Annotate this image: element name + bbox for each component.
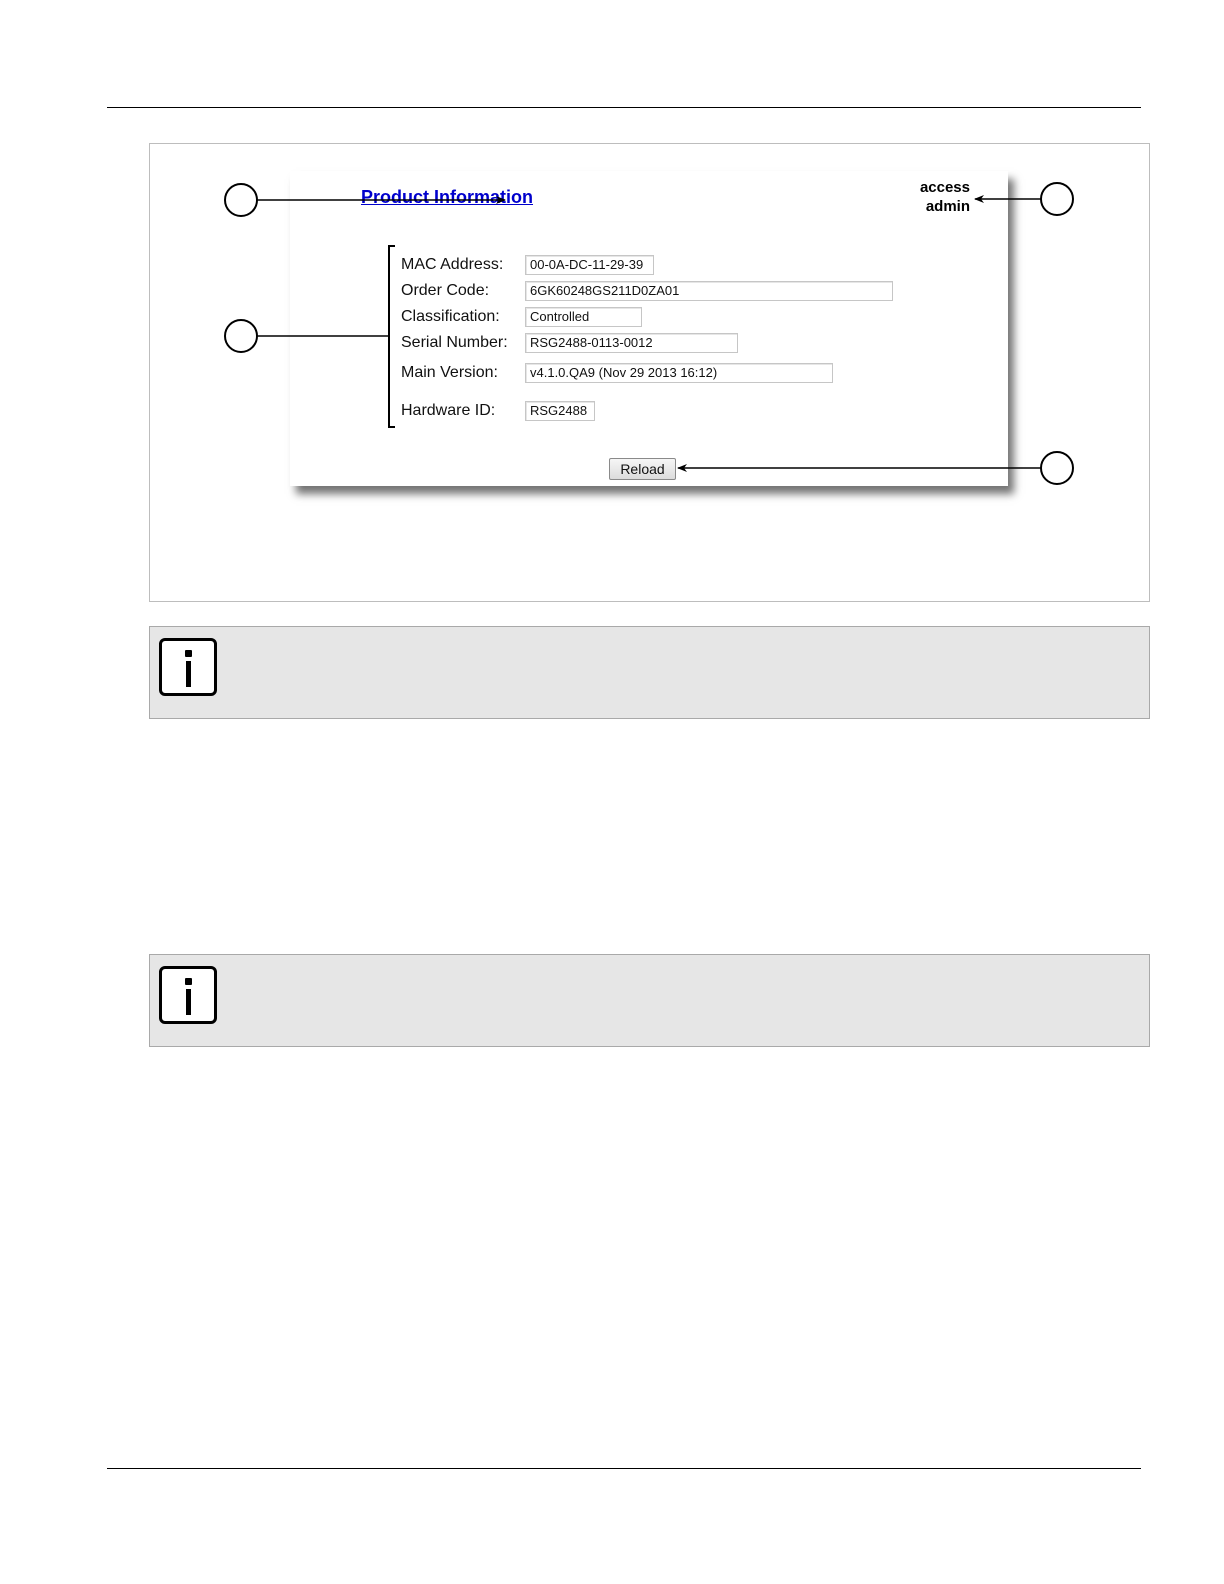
product-information-link[interactable]: Product Information (361, 187, 533, 207)
access-user: admin (925, 198, 970, 215)
callout-2 (225, 246, 395, 427)
main-version-label: Main Version: (401, 364, 498, 381)
hardware-id-field[interactable]: RSG2488 (525, 401, 595, 421)
classification-field[interactable]: Controlled (525, 307, 642, 327)
mac-address-label: MAC Address: (401, 256, 504, 273)
serial-number-label: Serial Number: (401, 334, 508, 351)
order-code-field[interactable]: 6GK60248GS211D0ZA01 (525, 281, 893, 301)
classification-label: Classification: (401, 308, 500, 325)
note-box (149, 626, 1150, 719)
callout-1 (225, 184, 505, 216)
order-code-label: Order Code: (401, 282, 490, 299)
main-version-field[interactable]: v4.1.0.QA9 (Nov 29 2013 16:12) (525, 363, 833, 383)
reload-button[interactable]: Reload (609, 458, 676, 480)
mac-address-field[interactable]: 00-0A-DC-11-29-39 (525, 255, 654, 275)
callout-4 (678, 452, 1073, 484)
note-box (149, 954, 1150, 1047)
footer-rule (107, 1468, 1141, 1469)
hardware-id-label: Hardware ID: (401, 402, 496, 419)
serial-number-field[interactable]: RSG2488-0113-0012 (525, 333, 738, 353)
access-label: access (919, 179, 970, 196)
callout-annotations (0, 0, 1224, 620)
callout-3 (975, 183, 1073, 215)
info-icon (159, 966, 217, 1024)
info-icon (159, 638, 217, 696)
